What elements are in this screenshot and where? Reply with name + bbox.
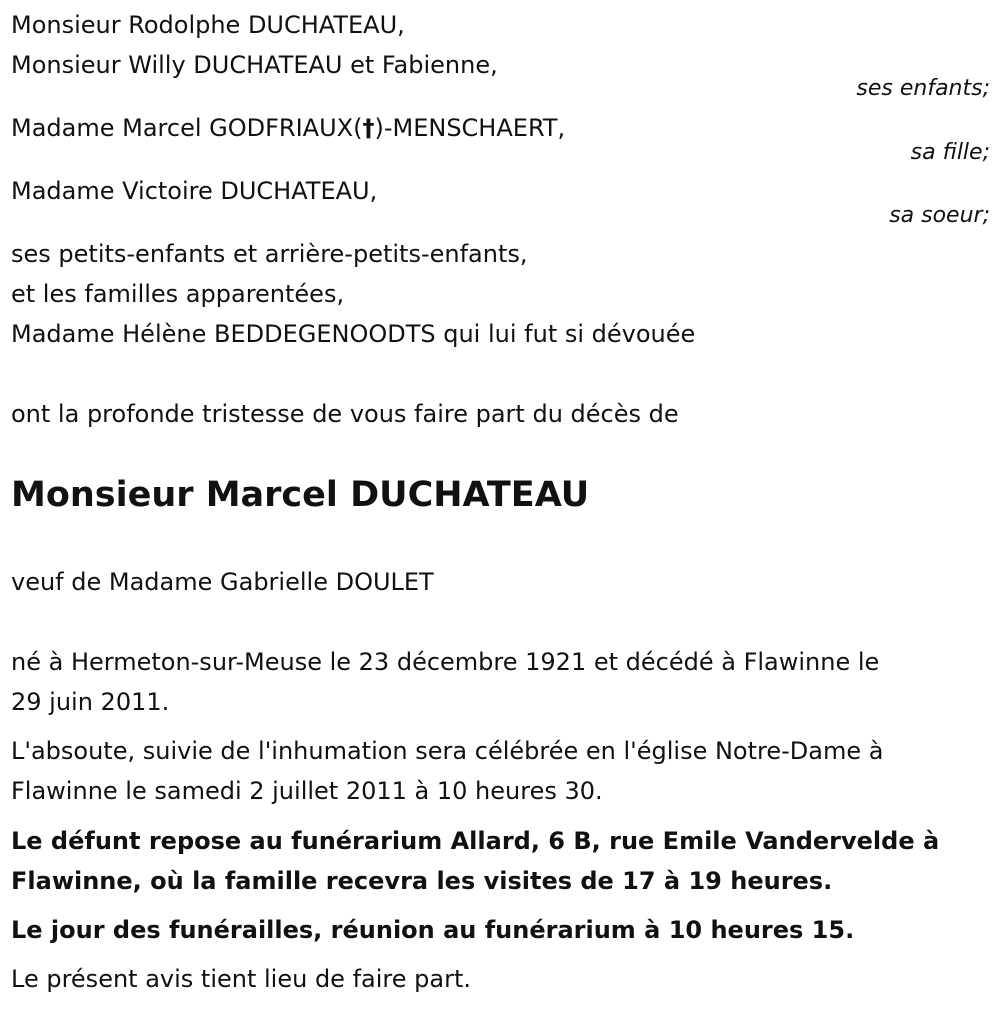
family-line-victoire: Madame Victoire DUCHATEAU, — [11, 177, 378, 205]
funeral-home-line-1: Le défunt repose au funérarium Allard, 6 B, rue Emile Vandervelde à — [11, 827, 940, 855]
ceremony-line-2: Flawinne le samedi 2 juillet 2011 à 10 heures 30. — [11, 777, 603, 805]
birth-death-line-2: 29 juin 2011. — [11, 688, 170, 716]
funeral-home-line-2: Flawinne, où la famille recevra les visites de 17 à 19 heures. — [11, 867, 833, 895]
relation-daughter: sa fille; — [910, 140, 990, 165]
birth-death-line-1: né à Hermeton-sur-Meuse le 23 décembre 1921 et décédé à Flawinne le — [11, 648, 880, 676]
relation-children: ses enfants; — [856, 76, 990, 101]
godfriaux-name-suffix: )-MENSCHAERT, — [374, 114, 566, 142]
family-line-beddegenoodts: Madame Hélène BEDDEGENOODTS qui lui fut si dévouée — [11, 320, 696, 348]
family-line-relatives: et les familles apparentées, — [11, 280, 345, 308]
family-line-willy: Monsieur Willy DUCHATEAU et Fabienne, — [11, 51, 498, 79]
family-line-grandchildren: ses petits-enfants et arrière-petits-enfants, — [11, 240, 528, 268]
cross-icon: † — [362, 114, 375, 142]
widower-of: veuf de Madame Gabrielle DOULET — [11, 568, 434, 596]
family-line-godfriaux — [11, 113, 565, 143]
meeting-line: Le jour des funérailles, réunion au funérarium à 10 heures 15. — [11, 916, 855, 944]
relation-sister: sa soeur; — [889, 203, 990, 228]
ceremony-line-1: L'absoute, suivie de l'inhumation sera célébrée en l'église Notre-Dame à — [11, 737, 884, 765]
notice-line: Le présent avis tient lieu de faire part. — [11, 965, 471, 993]
deceased-name: Monsieur Marcel DUCHATEAU — [11, 475, 590, 515]
godfriaux-name-prefix: Madame Marcel GODFRIAUX( — [11, 114, 363, 142]
family-line-rodolphe: Monsieur Rodolphe DUCHATEAU, — [11, 11, 405, 39]
announcement-text: ont la profonde tristesse de vous faire part du décès de — [11, 400, 679, 428]
